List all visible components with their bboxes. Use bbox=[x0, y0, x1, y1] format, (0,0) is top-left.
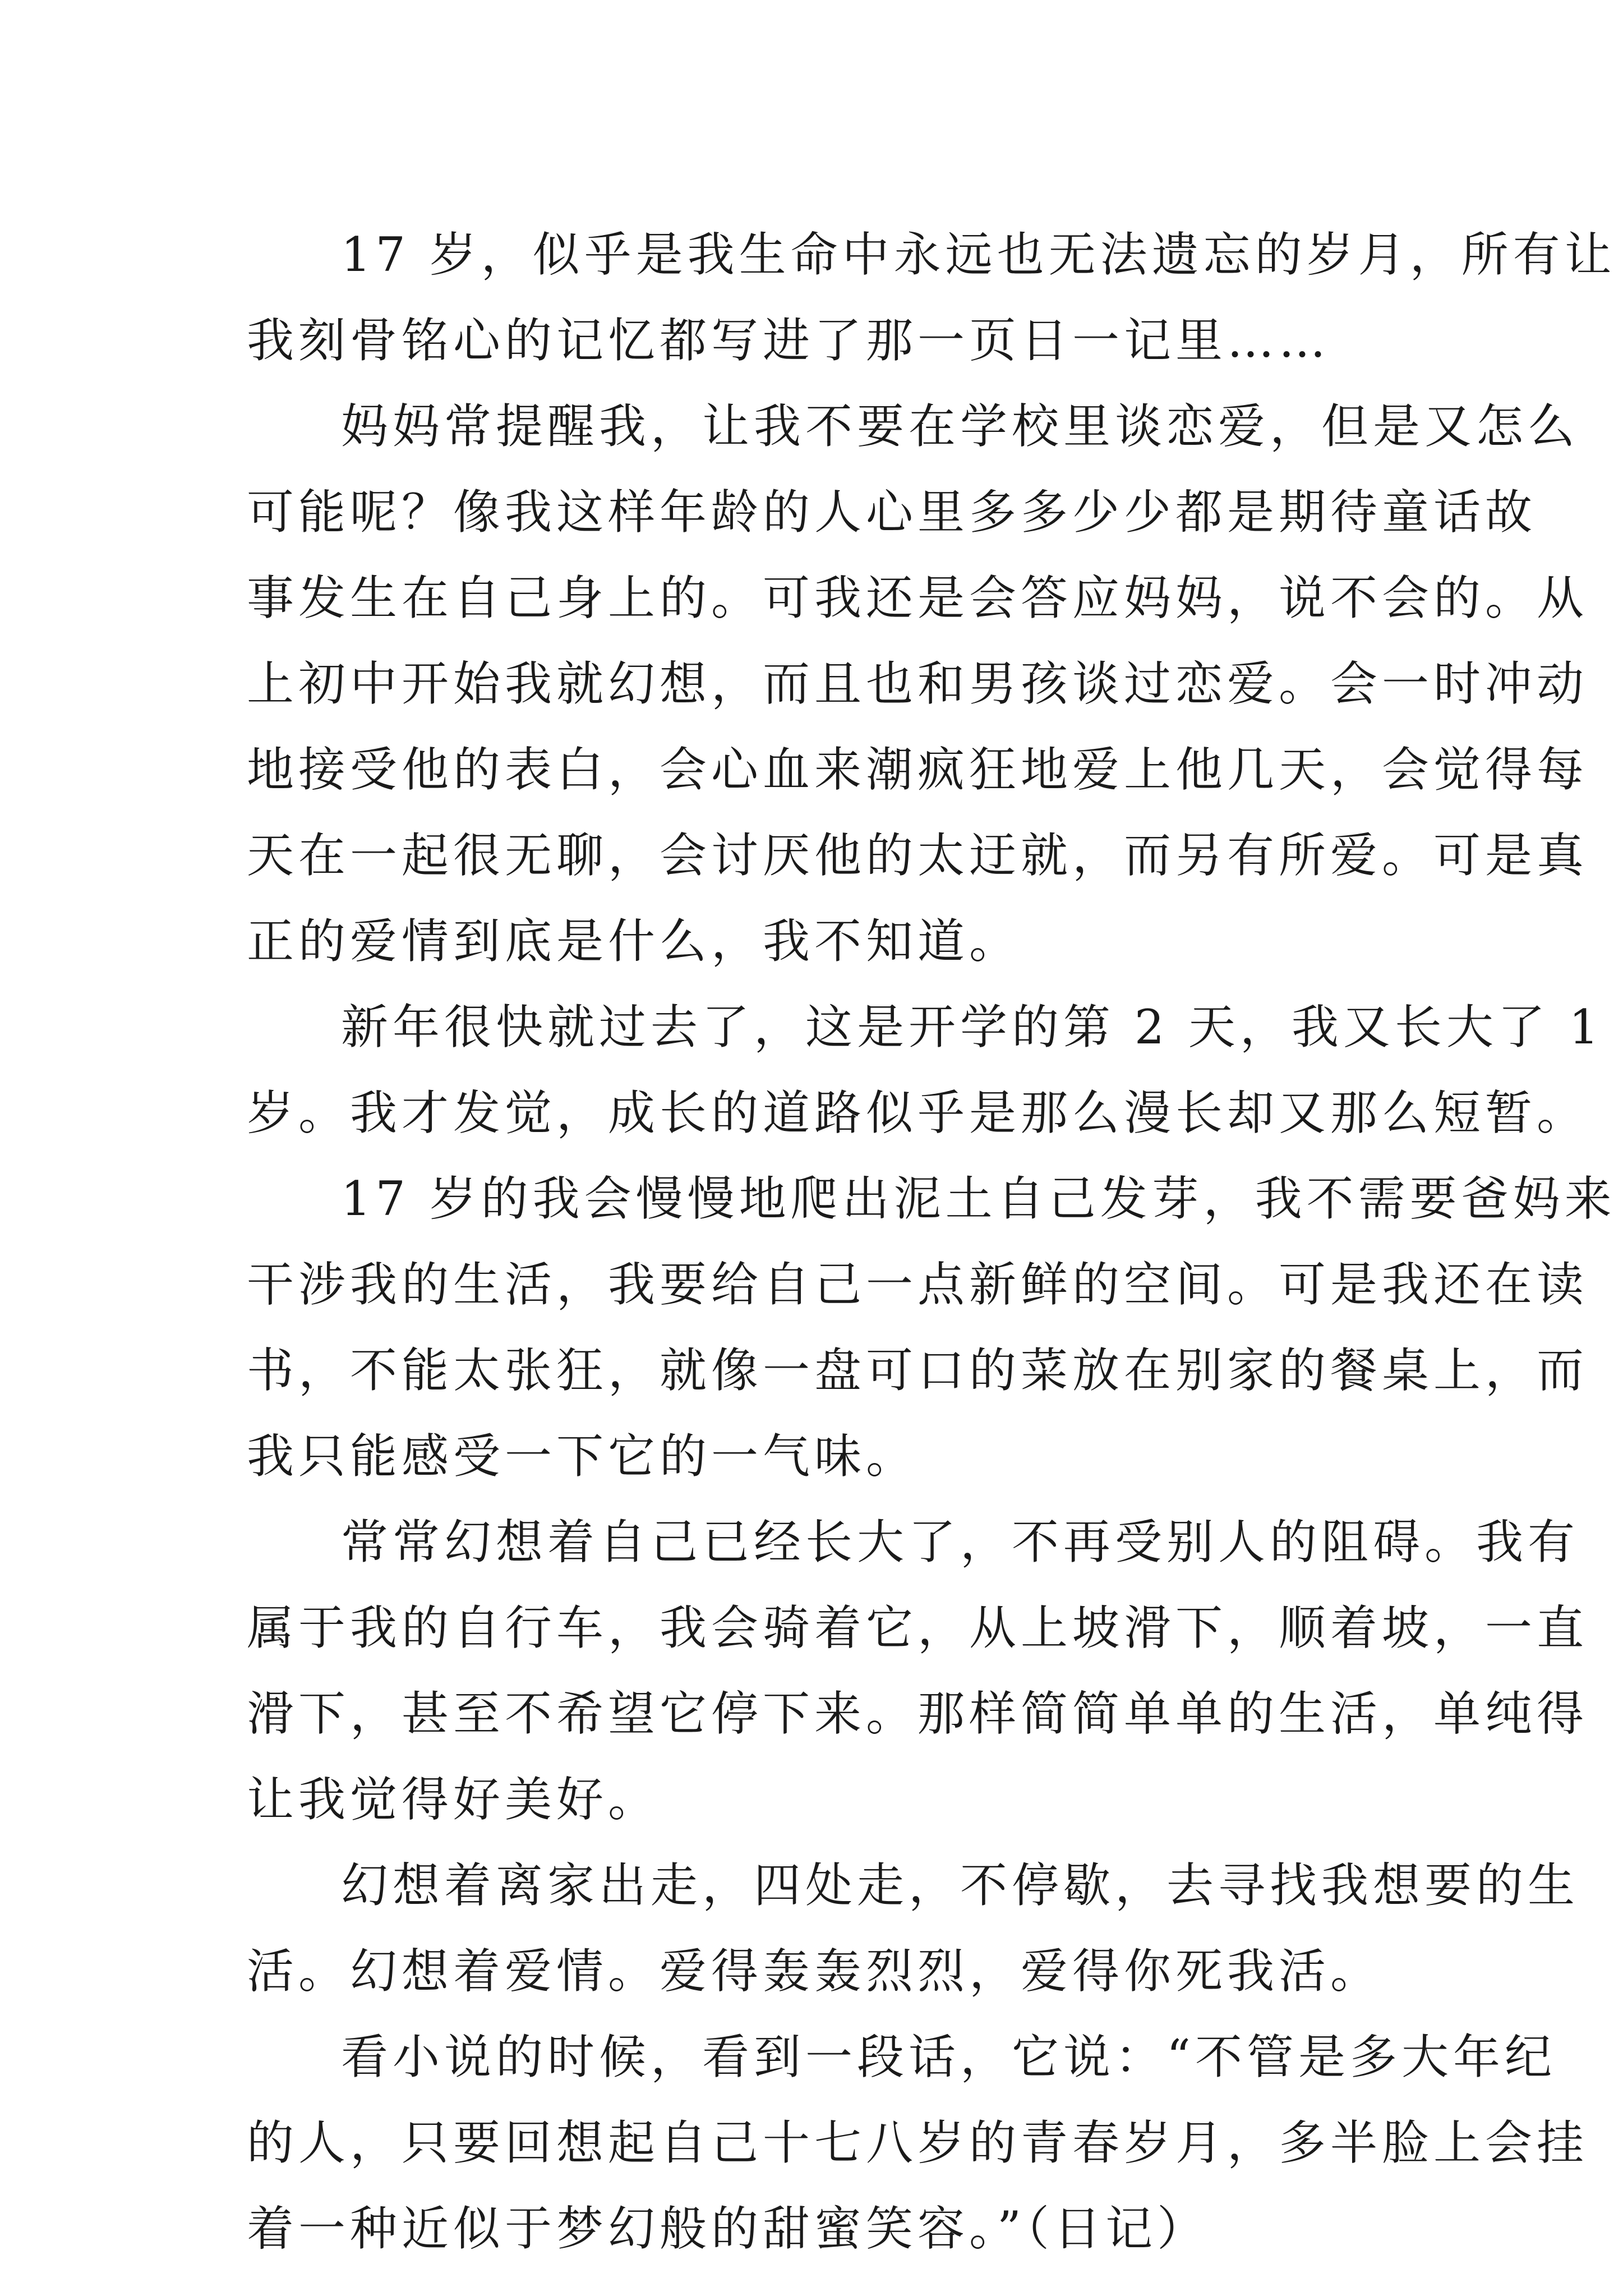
text-line: 干涉我的生活，我要给自己一点新鲜的空间。可是我还在读 bbox=[247, 1257, 1589, 1312]
text-line: 17 岁的我会慢慢地爬出泥土自己发芽，我不需要爸妈来 bbox=[341, 1171, 1616, 1226]
paragraph-1 bbox=[247, 212, 1616, 384]
document-body bbox=[247, 212, 1616, 2272]
text-line: 滑下，甚至不希望它停下来。那样简简单单的生活，单纯得 bbox=[247, 1686, 1589, 1741]
text-line: 书，不能太张狂，就像一盘可口的菜放在别家的餐桌上，而 bbox=[247, 1343, 1589, 1398]
text-line: 让我觉得好美好。 bbox=[247, 1772, 660, 1827]
text-line: 上初中开始我就幻想，而且也和男孩谈过恋爱。会一时冲动 bbox=[247, 656, 1589, 711]
paragraph-7 bbox=[247, 2014, 1589, 2272]
paragraph-2 bbox=[247, 384, 1589, 984]
text-line: 地接受他的表白，会心血来潮疯狂地爱上他几天，会觉得每 bbox=[247, 742, 1589, 797]
text-line: 着一种近似于梦幻般的甜蜜笑容。”（日记） bbox=[247, 2201, 1209, 2256]
paragraph-3 bbox=[247, 984, 1603, 1156]
text-line: 幻想着离家出走，四处走，不停歇，去寻找我想要的生 bbox=[341, 1858, 1580, 1913]
text-line: 妈妈常提醒我，让我不要在学校里谈恋爱，但是又怎么 bbox=[341, 399, 1580, 454]
text-line: 常常幻想着自己已经长大了，不再受别人的阻碍。我有 bbox=[341, 1515, 1580, 1570]
text-line: 的人，只要回想起自己十七八岁的青春岁月，多半脸上会挂 bbox=[247, 2115, 1589, 2170]
text-line: 正的爱情到底是什么，我不知道。 bbox=[247, 914, 1021, 969]
text-line: 我刻骨铭心的记忆都写进了那一页日一记里…… bbox=[247, 313, 1331, 368]
text-line: 岁。我才发觉，成长的道路似乎是那么漫长却又那么短暂。 bbox=[247, 1085, 1589, 1140]
text-line: 事发生在自己身上的。可我还是会答应妈妈，说不会的。从 bbox=[247, 570, 1589, 625]
text-line: 属于我的自行车，我会骑着它，从上坡滑下，顺着坡，一直 bbox=[247, 1600, 1589, 1655]
text-line: 17 岁，似乎是我生命中永远也无法遗忘的岁月，所有让 bbox=[341, 227, 1616, 282]
text-line: 新年很快就过去了，这是开学的第 2 天，我又长大了 1 bbox=[341, 1000, 1603, 1055]
text-line: 可能呢？像我这样年龄的人心里多多少少都是期待童话故 bbox=[247, 485, 1537, 540]
paragraph-6 bbox=[247, 1843, 1580, 2014]
text-line: 活。幻想着爱情。爱得轰轰烈烈，爱得你死我活。 bbox=[247, 1944, 1382, 1999]
paragraph-5 bbox=[247, 1499, 1589, 1843]
text-line: 天在一起很无聊，会讨厌他的太迂就，而另有所爱。可是真 bbox=[247, 828, 1589, 883]
text-line: 我只能感受一下它的一气味。 bbox=[247, 1429, 918, 1484]
text-line: 看小说的时候，看到一段话，它说：“不管是多大年纪 bbox=[341, 2030, 1556, 2085]
paragraph-4 bbox=[247, 1156, 1616, 1499]
